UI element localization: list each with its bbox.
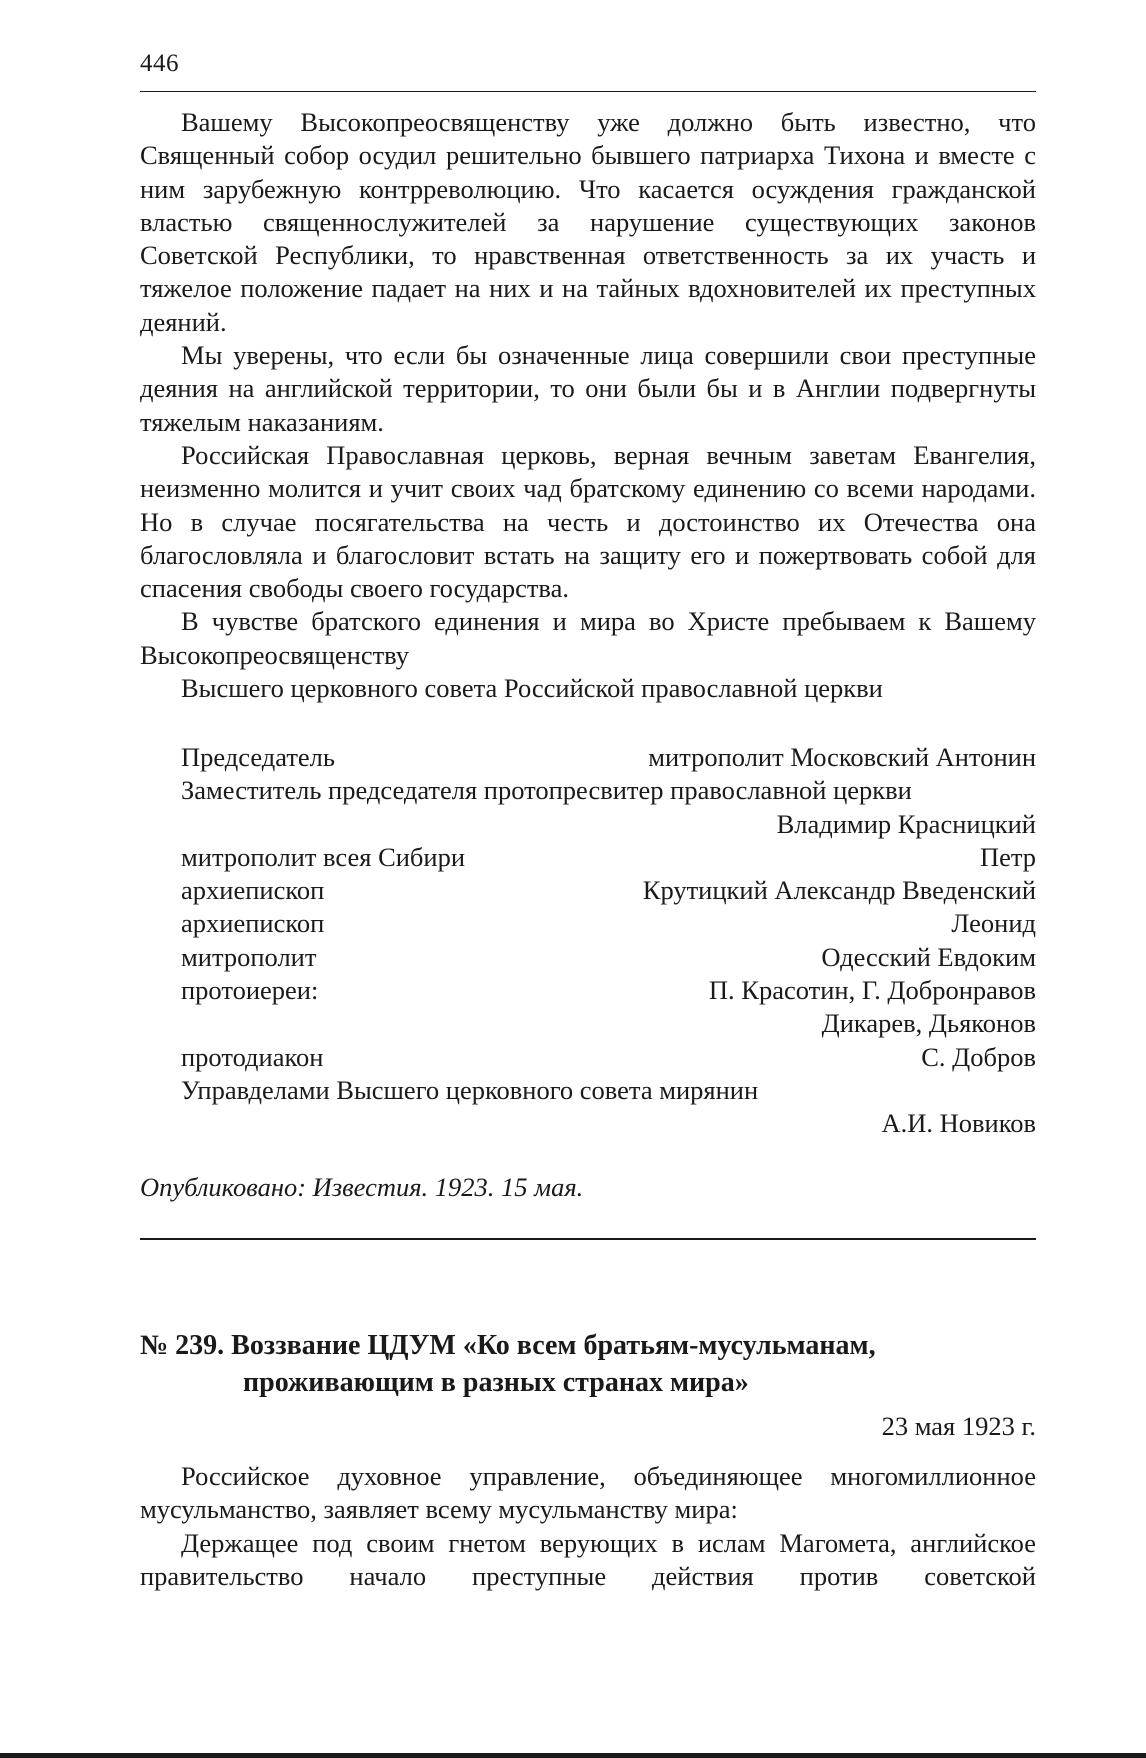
signature-title: митрополит всея Сибири [181,841,466,872]
document-paragraph: Держащее под своим гнетом верующих в ислам Магомета, английское правительство начало преступные действия против советской [140,1527,1036,1591]
signature-row [181,774,1036,807]
signature-title: Заместитель председателя протопресвитер православной церкви [181,775,912,806]
document-date: 23 мая 1923 г. [881,1411,1036,1441]
signature-title: Управделами Высшего церковного совета мирянин [181,1074,759,1105]
signature-row [181,907,1036,940]
document-heading-line: № 239. Воззвание ЦДУМ «Ко всем братьям-мусульманам, [140,1330,876,1361]
signature-name: митрополит Московский Антонин [648,742,1036,772]
publication-note: Опубликовано: Известия. 1923. 15 мая. [140,1172,584,1202]
signature-row [181,1107,1036,1140]
signature-row [181,974,1036,1007]
signature-name: Леонид [951,908,1036,939]
signature-title: протодиакон [181,1041,324,1072]
signature-title: Председатель [181,742,335,772]
letter-paragraph: Вашему Высокопреосвященству уже должно быть известно, что Священный собор осудил решительно бывшего патриарха Тихона и вместе с ним зарубежную контрреволюцию. Что касается осуждения гражданской властью священнослужителей за нарушение существующих законов Советской Республики, то нравственная ответственность за их участь и тяжелое положение падает на них и на тайных вдохновителей их преступных деяний. [140,107,1036,337]
signature-row [181,808,1036,841]
signature-row [181,1007,1036,1040]
signature-title: протоиереи: [181,975,319,1006]
letter-paragraph: Российская Православная церковь, верная вечным заветам Евангелия, неизменно молится и учит своих чад братскому единению со всеми народами. Но в случае посягательства на честь и достоинство их Отечества она благословляла и благословит встать на защиту его и пожертвовать собой для спасения свободы своего государства. [140,439,1036,604]
letter-paragraph: Мы уверены, что если бы означенные лица совершили свои преступные деяния на английской территории, то они были бы и в Англии подвергнуты тяжелым наказаниям. [140,340,1036,437]
letter-body [140,106,1036,705]
signature-row [181,1074,1036,1107]
letter-signatory-body: Высшего церковного совета Российской православной церкви [181,673,883,704]
letter-closing: В чувстве братского единения и мира во Христе пребываем к Вашему Высокопреосвященству [140,606,1036,670]
document-body [140,1460,1036,1593]
scan-bottom-edge [0,1753,1146,1758]
signature-name: П. Красотин, Г. Добронравов [708,975,1036,1006]
signature-title: митрополит [181,941,317,972]
signature-name: Владимир Красницкий [776,808,1036,839]
signature-title: архиепископ [181,908,325,939]
signature-row [181,1041,1036,1074]
signature-name: С. Добров [921,1041,1036,1072]
signature-block [181,741,1036,1141]
signature-row [181,941,1036,974]
signature-name: Крутицкий Александр Введенский [642,875,1036,906]
header-rule [140,91,1036,92]
signature-title: архиепископ [181,875,325,906]
signature-row [181,741,1036,774]
signature-name: Петр [979,841,1036,872]
signature-name: А.И. Новиков [881,1108,1036,1139]
page-number: 446 [140,50,179,77]
document-heading [140,1327,1036,1401]
signature-name: Дикарев, Дьяконов [821,1008,1036,1039]
signature-row [181,841,1036,874]
signature-row [181,874,1036,907]
signature-name: Одесский Евдоким [821,941,1036,972]
document-paragraph: Российское духовное управление, объединяющее многомиллионное мусульманство, заявляет всему мусульманству мира: [140,1461,1036,1525]
section-divider [140,1238,1036,1240]
document-heading-line: проживающим в разных странах мира» [243,1367,749,1398]
